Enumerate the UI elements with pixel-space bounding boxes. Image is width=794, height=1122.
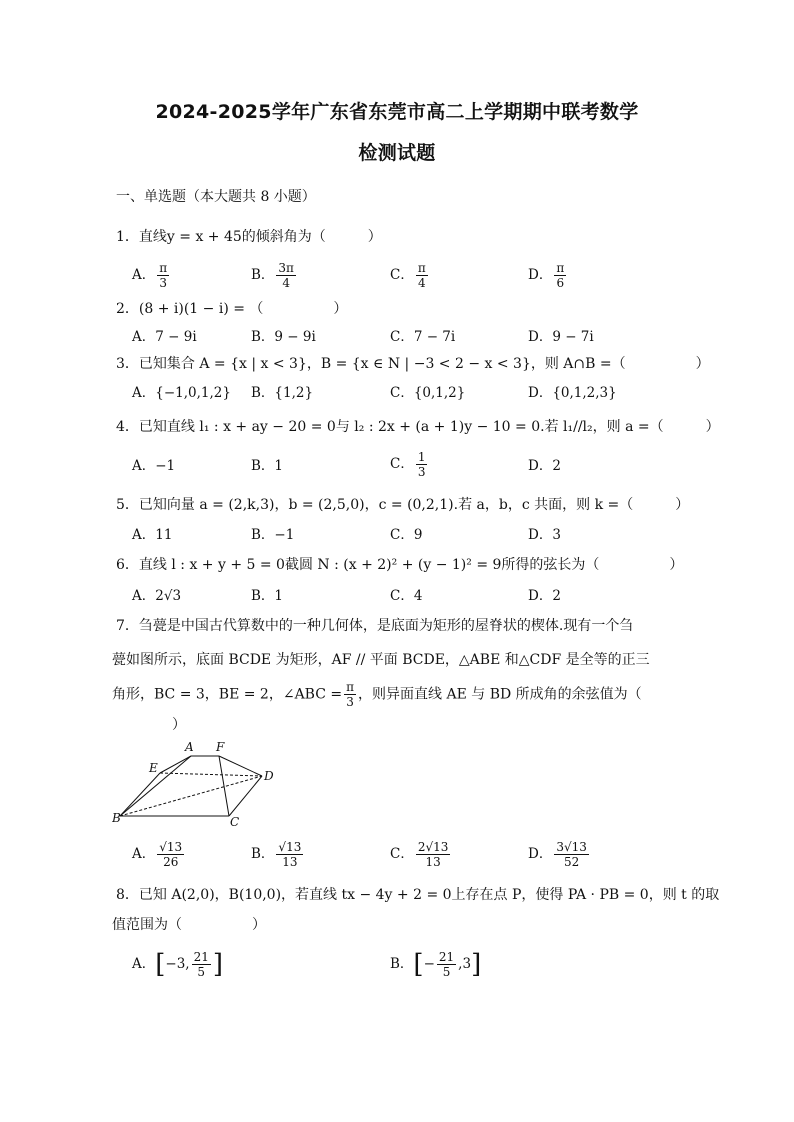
- section-heading: 一、单选题（本大题共 8 小题）: [116, 189, 316, 205]
- label-a: A: [185, 740, 194, 754]
- q6-stem: 6．直线 l : x + y + 5 = 0截圆 N : (x + 2)² + (y − 1)² = 9所得的弦长为（ ）: [116, 557, 684, 573]
- q2-option-b: B．9 − 9i: [251, 329, 316, 345]
- q2-option-c: C．7 − 7i: [390, 329, 456, 345]
- q3-stem: 3．已知集合 A = {x | x < 3}，B = {x ∈ N | −3 < 2 − x < 3}，则 A∩B =（ ）: [116, 356, 710, 372]
- q6-option-b: B．1: [251, 588, 284, 604]
- q1-option-b: B． $\frac{3\pi}{4}$: [251, 261, 294, 290]
- q7-line-4: ）: [172, 717, 186, 733]
- q3-option-c: C．{0,1,2}: [390, 385, 466, 401]
- q1-option-d: D． $\frac{\pi}{6}$: [528, 261, 565, 290]
- q5-option-c: C．9: [390, 527, 423, 543]
- q4-option-c: C． $\frac{1}{3}$: [390, 450, 426, 479]
- label-f: F: [216, 740, 225, 754]
- edge-bd-hidden: [120, 776, 262, 816]
- q1-stem: 1．直线y = x + 45的倾斜角为（ ）: [116, 229, 382, 245]
- q7-line-1: 7．刍甍是中国古代算数中的一种几何体，是底面为矩形的屋脊状的楔体.现有一个刍: [116, 618, 634, 634]
- q4-option-b: B．1: [251, 458, 284, 474]
- label-d: D: [264, 769, 274, 783]
- q6-option-a: A．2√3: [132, 588, 182, 604]
- q1-option-a: A． $\frac{\pi}{3}$: [132, 261, 168, 290]
- q3-option-b: B．{1,2}: [251, 385, 314, 401]
- edge-be: [120, 773, 160, 816]
- q7-line-2: 甍如图所示，底面 BCDE 为矩形，AF // 平面 BCDE，△ABE 和△CDF 是全等的正三: [112, 652, 650, 668]
- title-line-1: 2024-2025学年广东省东莞市高二上学期期中联考数学: [155, 101, 639, 123]
- q3-option-d: D．{0,1,2,3}: [528, 385, 617, 401]
- edge-cd: [229, 776, 262, 816]
- q8-line-1: 8．已知 A(2,0)，B(10,0)，若直线 tx − 4y + 2 = 0上存在点 P，使得 PA · PB = 0，则 t 的取: [116, 887, 720, 903]
- label-b: B: [112, 811, 121, 825]
- q1-option-c: C． $\frac{\pi}{4}$: [390, 261, 426, 290]
- q7-option-d: D． $\frac{3√13}{52}$: [528, 840, 587, 869]
- q7-option-c: C． $\frac{2√13}{13}$: [390, 840, 449, 869]
- wedge-figure: [112, 740, 282, 830]
- q8-option-a: A．[−3, $\frac{21}{5}$ ]: [132, 949, 224, 980]
- q6-option-d: D．2: [528, 588, 561, 604]
- q7-line-3: 角形，BC = 3，BE = 2，∠ABC = $\frac{\pi}{3}$ ，则异面直线 AE 与 BD 所成角的余弦值为（: [112, 680, 642, 709]
- q4-stem: 4．已知直线 l₁ : x + ay − 20 = 0与 l₂ : 2x + (a + 1)y − 10 = 0.若 l₁//l₂，则 a =（ ）: [116, 419, 720, 435]
- q2-stem: 2．(8 + i)(1 − i) = （ ）: [116, 301, 348, 317]
- q2-option-a: A．7 − 9i: [132, 329, 197, 345]
- q4-option-a: A．−1: [132, 458, 176, 474]
- label-c: C: [230, 815, 240, 829]
- q7-option-b: B． $\frac{√13}{13}$: [251, 840, 302, 869]
- q5-option-a: A．11: [132, 527, 173, 543]
- q5-option-d: D．3: [528, 527, 561, 543]
- q8-option-b: B．[− $\frac{21}{5}$ ,3]: [390, 949, 482, 980]
- label-e: E: [149, 761, 158, 775]
- q6-option-c: C．4: [390, 588, 423, 604]
- q3-option-a: A．{−1,0,1,2}: [132, 385, 231, 401]
- q5-stem: 5．已知向量 a = (2,k,3)，b = (2,5,0)，c = (0,2,1).若 a，b，c 共面，则 k =（ ）: [116, 497, 690, 513]
- q8-line-2: 值范围为（ ）: [112, 917, 266, 933]
- edge-ea: [160, 756, 191, 773]
- q4-option-d: D．2: [528, 458, 561, 474]
- edge-fd: [219, 756, 262, 776]
- q7-option-a: A． $\frac{√13}{26}$: [132, 840, 183, 869]
- title-line-2: 检测试题: [358, 142, 436, 164]
- q2-option-d: D．9 − 7i: [528, 329, 594, 345]
- q5-option-b: B．−1: [251, 527, 295, 543]
- edge-ed-hidden: [160, 773, 262, 776]
